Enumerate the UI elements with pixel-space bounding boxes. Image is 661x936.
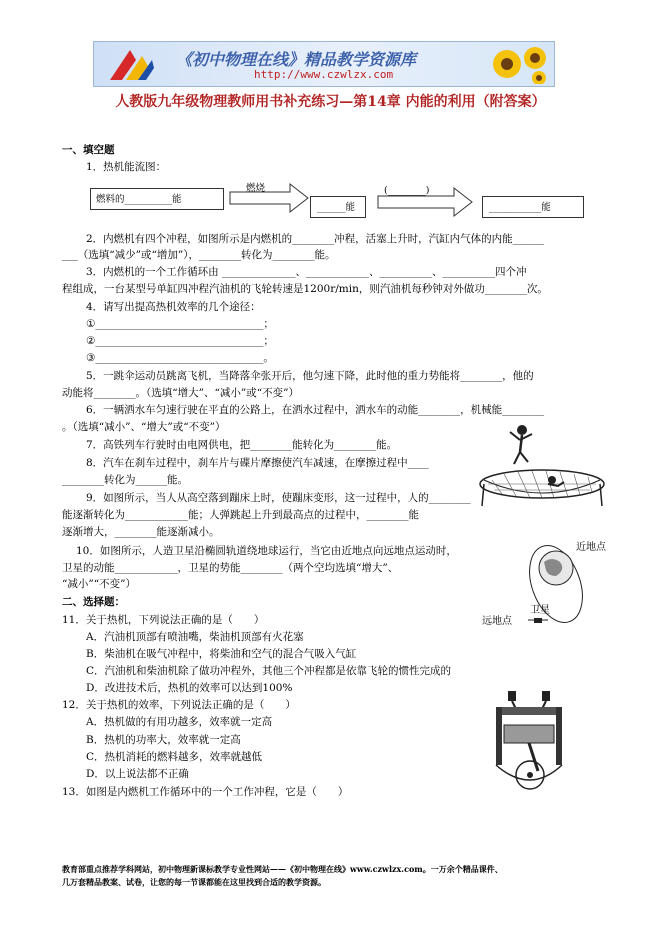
- question-12-option-c: C．热机消耗的燃料越多，效率就越低: [86, 751, 263, 763]
- question-9: 9．如图所示，当人从高空落到蹦床上时，使蹦床变形，这一过程中，人的________: [86, 492, 471, 504]
- question-10-cont-2: “减小”“不变”）: [62, 578, 136, 590]
- question-10-cont: 卫星的动能____________，卫星的势能________（两个空均选填“增大”、: [62, 562, 399, 574]
- question-1: 1．热机能流图：: [86, 161, 167, 173]
- flow-box-heat-label: ______能: [317, 202, 356, 213]
- apogee-label: 远地点: [482, 616, 512, 627]
- question-9-cont-2: 逐渐增大，________能逐渐减小。: [62, 526, 220, 538]
- question-12-option-d: D．以上说法都不正确: [86, 768, 189, 780]
- question-2: 2．内燃机有四个冲程，如图所示是内燃机的________冲程，活塞上升时，汽缸内气体的内能______: [86, 233, 545, 245]
- question-6: 6．一辆洒水车匀速行驶在平直的公路上，在洒水过程中，洒水车的动能________，机械能________: [86, 404, 545, 416]
- section-choice-heading: 二、选择题：: [62, 596, 125, 608]
- question-4: 4．请写出提高热机效率的几个途径：: [86, 301, 261, 313]
- question-2-cont: ___（选填“减少”或“增加”），________转化为________能。: [62, 249, 336, 261]
- question-11-option-c: C．汽油机和柴油机除了做功冲程外，其他三个冲程都是依靠飞轮的惯性完成的: [86, 665, 452, 677]
- flow-arrow-2-label: (________): [384, 185, 430, 196]
- footer-line-1: 教育部重点推荐学科网站，初中物理新课标教学专业性网站——《初中物理在线》www.czwlzx.com。一万余个精品课件、: [62, 864, 503, 874]
- question-11-option-d: D．改进技术后，热机的效率可以达到100%: [86, 682, 293, 694]
- document-title: 人教版九年级物理教师用书补充练习—第14章 内能的利用（附答案）: [115, 94, 546, 110]
- flow-box-heat: [310, 196, 366, 218]
- banner-url[interactable]: http://www.czwlzx.com: [254, 68, 394, 81]
- header-banner: [93, 41, 555, 87]
- question-8-cont: ________转化为______能。: [62, 474, 188, 486]
- perigee-label: 近地点: [576, 542, 606, 553]
- satellite-label: 卫星: [530, 605, 550, 616]
- question-5-cont: 动能将________。（选填“增大”、“减小”或“不变”）: [62, 387, 299, 399]
- question-11: 11．关于热机，下列说法正确的是（ ）: [62, 614, 265, 626]
- question-11-option-b: B．柴油机在吸气冲程中，将柴油和空气的混合气吸入气缸: [86, 648, 357, 660]
- question-8: 8．汽车在刹车过程中，刹车片与碟片摩擦使汽车减速，在摩擦过程中____: [86, 457, 429, 469]
- banner-title: 《初中物理在线》精品教学资源库: [176, 50, 417, 69]
- question-3: 3．内燃机的一个工作循环由 ______________、____________、__________、__________四个冲: [86, 266, 527, 278]
- question-10: 10．如图所示，人造卫星沿椭圆轨道绕地球运行，当它由近地点向远地点运动时，: [76, 545, 457, 557]
- question-12: 12．关于热机的效率，下列说法正确的是（ ）: [62, 699, 296, 711]
- engine-cylinder-figure: [490, 685, 570, 795]
- flow-arrow-1-label: 燃烧: [246, 183, 266, 194]
- flow-box-fuel-label: 燃料的__________能: [96, 194, 182, 205]
- section-fill-heading: 一、填空题: [62, 144, 115, 156]
- question-4-item-3: ③________________________________。: [86, 352, 274, 364]
- question-5: 5．一跳伞运动员跳离飞机，当降落伞张开后，他匀速下降，此时他的重力势能将________，他的: [86, 370, 534, 382]
- question-4-item-2: ②________________________________；: [86, 335, 274, 347]
- question-12-option-a: A．热机做的有用功越多，效率就一定高: [86, 716, 273, 728]
- question-4-item-1: ①________________________________；: [86, 318, 274, 330]
- question-3-cont: 程组成，一台某型号单缸四冲程汽油机的飞轮转速是1200r/min，则汽油机每秒钟对外做功________次。: [62, 283, 548, 295]
- question-9-cont: 能逐渐转化为____________能；人弹跳起上升到最高点的过程中，________能: [62, 509, 419, 521]
- trampoline-figure: [478, 422, 606, 508]
- question-6-cont: 。（选填“减小”、“增大”或“不变”）: [62, 421, 226, 433]
- question-11-option-a: A．汽油机顶部有喷油嘴，柴油机顶部有火花塞: [86, 631, 304, 643]
- question-7: 7．高铁列车行驶时由电网供电，把________能转化为________能。: [86, 439, 398, 451]
- flow-box-mechanical-label: ___________能: [489, 202, 551, 213]
- logo-icon: [108, 46, 156, 82]
- flow-box-fuel: [90, 188, 224, 210]
- flow-arrow-1: [228, 178, 310, 218]
- flow-box-mechanical: [482, 196, 584, 218]
- sunflower-icon: [489, 44, 551, 84]
- question-12-option-b: B．热机的功率大，效率就一定高: [86, 734, 241, 746]
- question-13: 13．如图是内燃机工作循环中的一个工作冲程，它是（ ）: [62, 786, 349, 798]
- footer-line-2: 几万套精品教案、试卷，让您的每一节课都能在这里找到合适的教学资源。: [62, 877, 326, 887]
